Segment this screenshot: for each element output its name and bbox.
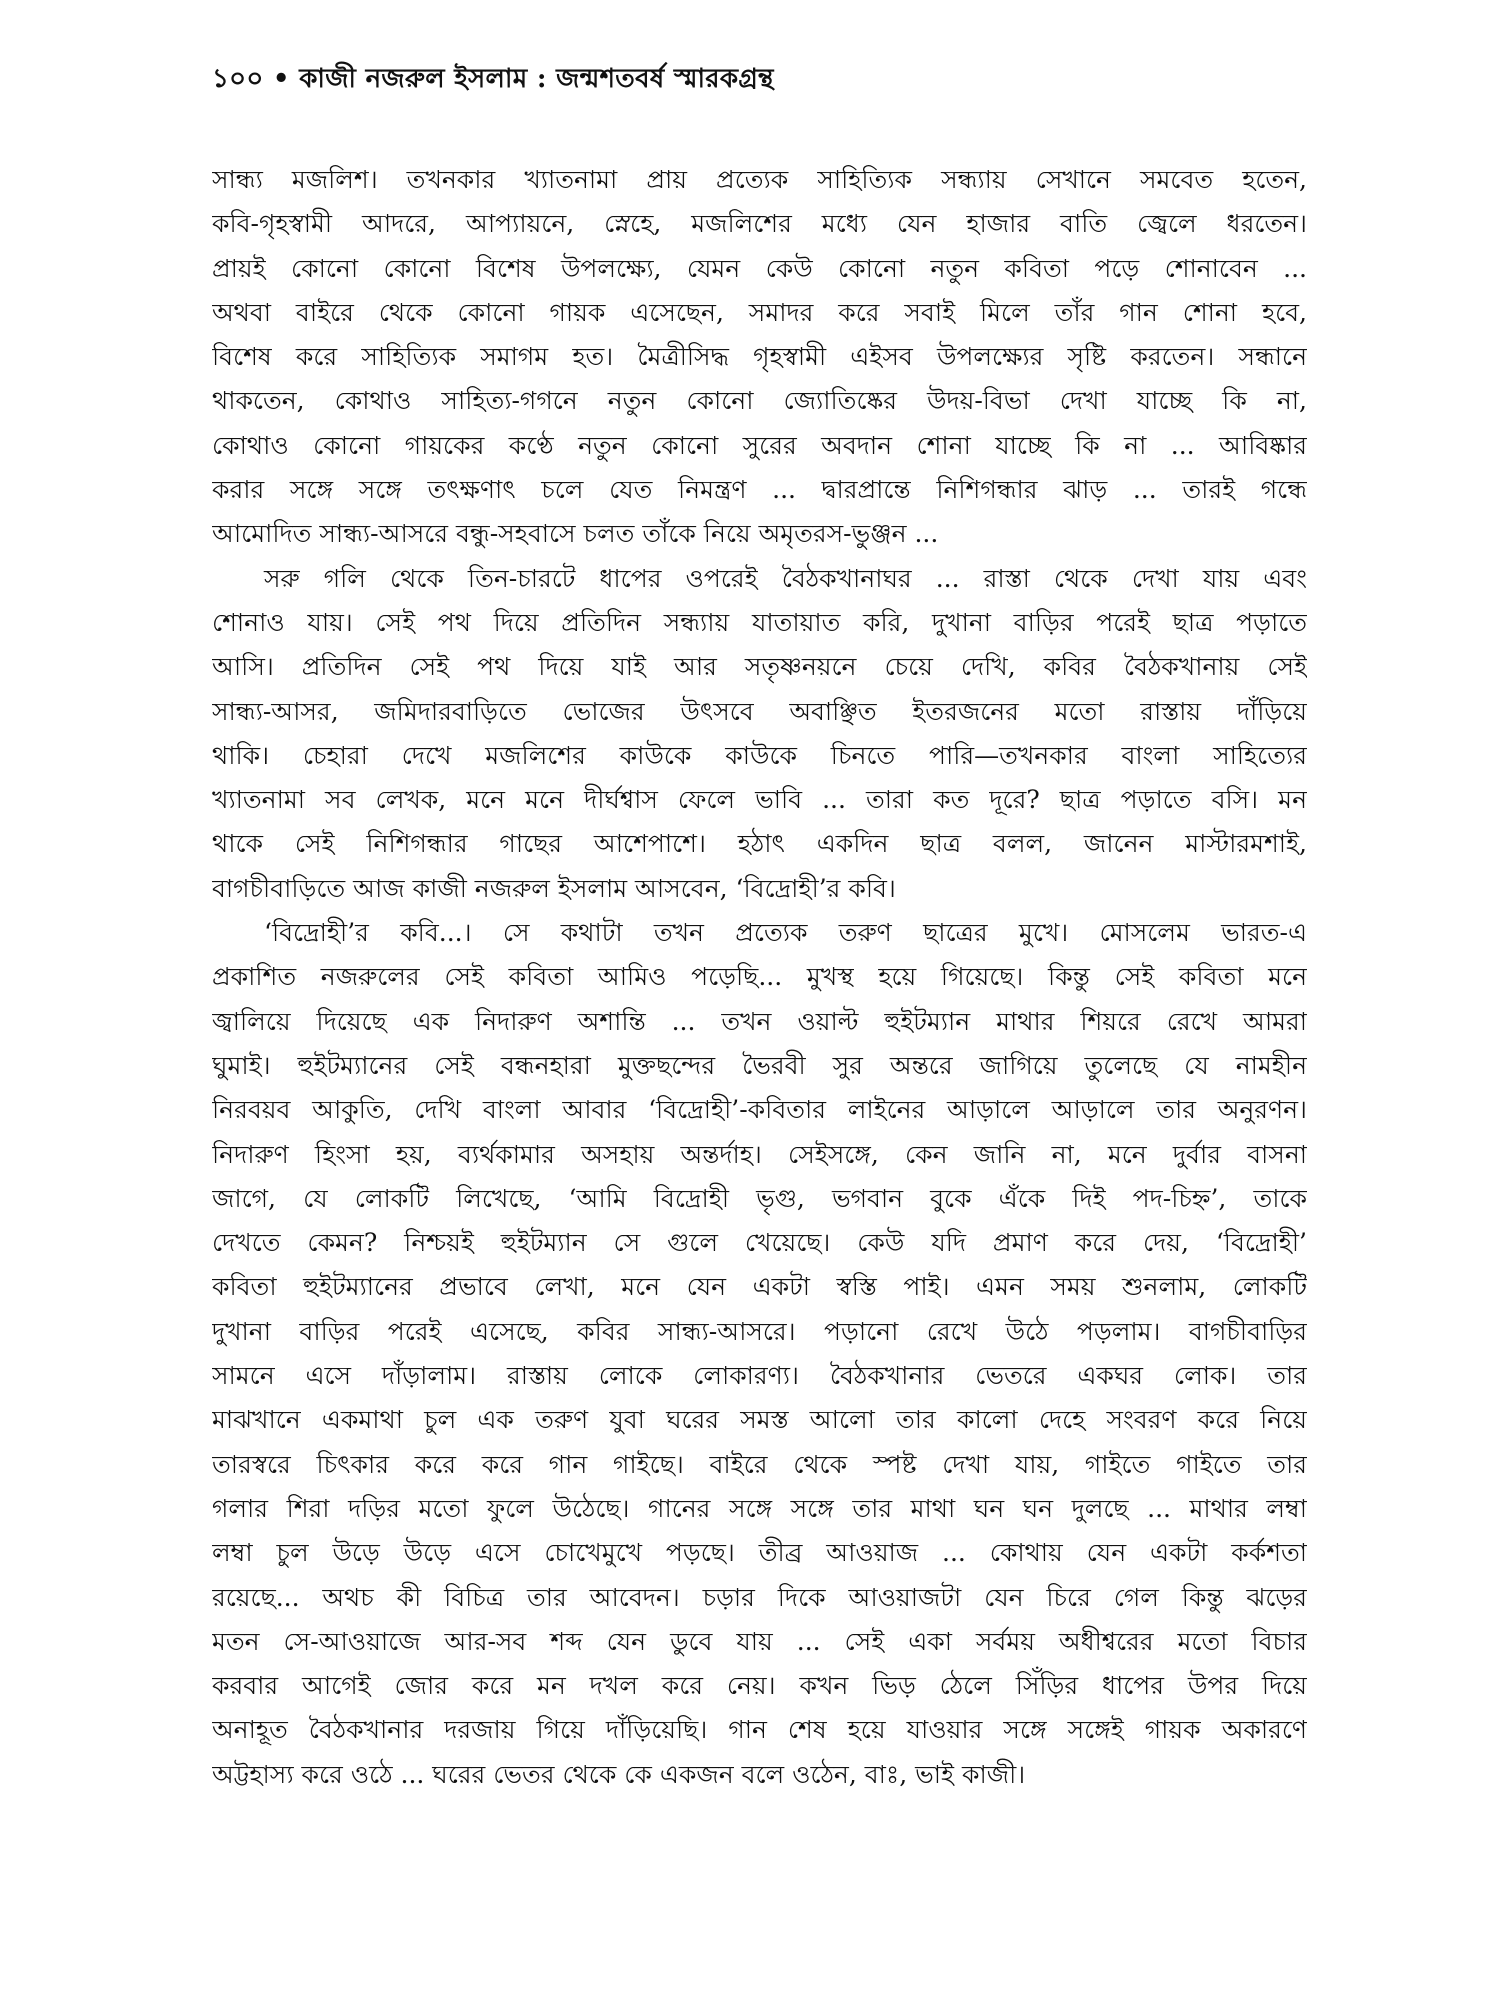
text-line: অট্টহাস্য করে ওঠে ... ঘরের ভেতর থেকে কে একজন বলে ওঠেন, বাঃ, ভাই কাজী। <box>212 1759 1026 1789</box>
text-line: ঘুমাই। হুইটম্যানের সেই বন্ধনহারা মুক্তছন্দের ভৈরবী সুর অন্তরে জাগিয়ে তুলেছে যে নামহীন <box>212 1050 1307 1080</box>
text-line: অনাহূত বৈঠকখানার দরজায় গিয়ে দাঁড়িয়েছি। গান শেষ হয়ে যাওয়ার সঙ্গে সঙ্গেই গায়ক অকারণে <box>212 1715 1307 1745</box>
text-line: থাকতেন, কোথাও সাহিত্য-গগনে নতুন কোনো জ্যোতিষ্কের উদয়-বিভা দেখা যাচ্ছে কি না, <box>212 386 1307 416</box>
text-line: প্রকাশিত নজরুলের সেই কবিতা আমিও পড়েছি... মুখস্থ হয়ে গিয়েছে। কিন্তু সেই কবিতা মনে <box>212 962 1307 992</box>
text-line: মতন সে-আওয়াজে আর-সব শব্দ যেন ডুবে যায় ... সেই একা সর্বময় অধীশ্বরের মতো বিচার <box>212 1626 1307 1656</box>
text-line: থাকে সেই নিশিগন্ধার গাছের আশেপাশে। হঠাৎ একদিন ছাত্র বলল, জানেন মাস্টারমশাই, <box>212 829 1307 859</box>
text-line: দেখতে কেমন? নিশ্চয়ই হুইটম্যান সে গুলে খেয়েছে। কেউ যদি প্রমাণ করে দেয়, ‘বিদ্রোহী’ <box>212 1228 1307 1258</box>
text-line: প্রায়ই কোনো কোনো বিশেষ উপলক্ষ্যে, যেমন কেউ কোনো নতুন কবিতা পড়ে শোনাবেন ... <box>212 253 1307 283</box>
text-line: করার সঙ্গে সঙ্গে তৎক্ষণাৎ চলে যেত নিমন্ত্রণ ... দ্বারপ্রান্তে নিশিগন্ধার ঝাড় ... তারই গন্ধে <box>212 475 1307 505</box>
text-line: অথবা বাইরে থেকে কোনো গায়ক এসেছেন, সমাদর করে সবাই মিলে তাঁর গান শোনা হবে, <box>212 297 1307 327</box>
text-line: করবার আগেই জোর করে মন দখল করে নেয়। কখন ভিড় ঠেলে সিঁড়ির ধাপের উপর দিয়ে <box>212 1671 1307 1701</box>
text-line: ‘বিদ্রোহী’র কবি...। সে কথাটা তখন প্রত্যেক তরুণ ছাত্রের মুখে। মোসলেম ভারত-এ <box>264 918 1307 948</box>
text-line: জাগে, যে লোকটি লিখেছে, ‘আমি বিদ্রোহী ভৃগু, ভগবান বুকে এঁকে দিই পদ-চিহ্ন’, তাকে <box>212 1183 1307 1213</box>
text-line: নিদারুণ হিংসা হয়, ব্যর্থকামার অসহায় অন্তর্দাহ। সেইসঙ্গে, কেন জানি না, মনে দুর্বার বাসনা <box>212 1139 1307 1169</box>
text-line: কবিতা হুইটম্যানের প্রভাবে লেখা, মনে যেন একটা স্বস্তি পাই। এমন সময় শুনলাম, লোকটি <box>212 1272 1307 1302</box>
paragraph-1 <box>212 158 1307 557</box>
running-head: ১০০ • কাজী নজরুল ইসলাম : জন্মশতবর্ষ স্মারকগ্রন্থ <box>212 64 774 94</box>
text-line: খ্যাতনামা সব লেখক, মনে মনে দীর্ঘশ্বাস ফেলে ভাবি ... তারা কত দূরে? ছাত্র পড়াতে বসি। মন <box>212 785 1307 815</box>
text-line: সান্ধ্য-আসর, জমিদারবাড়িতে ভোজের উৎসবে অবাঞ্ছিত ইতরজনের মতো রাস্তায় দাঁড়িয়ে <box>212 696 1307 726</box>
text-line: দুখানা বাড়ির পরেই এসেছে, কবির সান্ধ্য-আসরে। পড়ানো রেখে উঠে পড়লাম। বাগচীবাড়ির <box>212 1316 1307 1346</box>
text-line: বাগচীবাড়িতে আজ কাজী নজরুল ইসলাম আসবেন, ‘বিদ্রোহী’র কবি। <box>212 873 896 903</box>
text-line: নিরবয়ব আকুতি, দেখি বাংলা আবার ‘বিদ্রোহী’-কবিতার লাইনের আড়ালে আড়ালে তার অনুরণন। <box>212 1095 1307 1125</box>
paragraph-2 <box>212 557 1307 911</box>
text-line: আসি। প্রতিদিন সেই পথ দিয়ে যাই আর সতৃষ্ণনয়নে চেয়ে দেখি, কবির বৈঠকখানায় সেই <box>212 652 1307 682</box>
text-line: জ্বালিয়ে দিয়েছে এক নিদারুণ অশান্তি ... তখন ওয়াল্ট হুইটম্যান মাথার শিয়রে রেখে আমরা <box>212 1006 1307 1036</box>
text-line: কোথাও কোনো গায়কের কণ্ঠে নতুন কোনো সুরের অবদান শোনা যাচ্ছে কি না ... আবিষ্কার <box>212 430 1307 460</box>
text-line: তারস্বরে চিৎকার করে করে গান গাইছে। বাইরে থেকে স্পষ্ট দেখা যায়, গাইতে গাইতে তার <box>212 1449 1307 1479</box>
text-line: কবি-গৃহস্বামী আদরে, আপ্যায়নে, স্নেহে, মজলিশের মধ্যে যেন হাজার বাতি জ্বেলে ধরতেন। <box>212 209 1307 239</box>
text-line: আমোদিত সান্ধ্য-আসরে বন্ধু-সহবাসে চলত তাঁকে নিয়ে অমৃতরস-ভুঞ্জন ... <box>212 519 939 549</box>
text-line: সামনে এসে দাঁড়ালাম। রাস্তায় লোকে লোকারণ্য। বৈঠকখানার ভেতরে একঘর লোক। তার <box>212 1361 1307 1391</box>
paragraph-3 <box>212 911 1307 1797</box>
text-line: রয়েছে... অথচ কী বিচিত্র তার আবেদন। চড়ার দিকে আওয়াজটা যেন চিরে গেল কিন্তু ঝড়ের <box>212 1582 1307 1612</box>
text-line: সান্ধ্য মজলিশ। তখনকার খ্যাতনামা প্রায় প্রত্যেক সাহিত্যিক সন্ধ্যায় সেখানে সমবেত হতেন, <box>212 165 1307 194</box>
text-line: বিশেষ করে সাহিত্যিক সমাগম হত। মৈত্রীসিদ্ধ গৃহস্বামী এইসব উপলক্ষ্যের সৃষ্টি করতেন। সন্ধানে <box>212 342 1307 372</box>
text-line: লম্বা চুল উড়ে উড়ে এসে চোখেমুখে পড়ছে। তীব্র আওয়াজ ... কোথায় যেন একটা কর্কশতা <box>212 1538 1307 1568</box>
text-line: মাঝখানে একমাথা চুল এক তরুণ যুবা ঘরের সমস্ত আলো তার কালো দেহে সংবরণ করে নিয়ে <box>212 1405 1307 1435</box>
text-line: গলার শিরা দড়ির মতো ফুলে উঠেছে। গানের সঙ্গে সঙ্গে তার মাথা ঘন ঘন দুলছে ... মাথার লম্বা <box>212 1493 1307 1523</box>
text-line: সরু গলি থেকে তিন-চারটে ধাপের ওপরেই বৈঠকখানাঘর ... রাস্তা থেকে দেখা যায় এবং <box>264 563 1307 593</box>
text-line: থাকি। চেহারা দেখে মজলিশের কাউকে কাউকে চিনতে পারি—তখনকার বাংলা সাহিত্যের <box>212 740 1307 770</box>
body-text <box>212 158 1307 1797</box>
text-line: শোনাও যায়। সেই পথ দিয়ে প্রতিদিন সন্ধ্যায় যাতায়াত করি, দুখানা বাড়ির পরেই ছাত্র পড়াতে <box>212 607 1307 637</box>
